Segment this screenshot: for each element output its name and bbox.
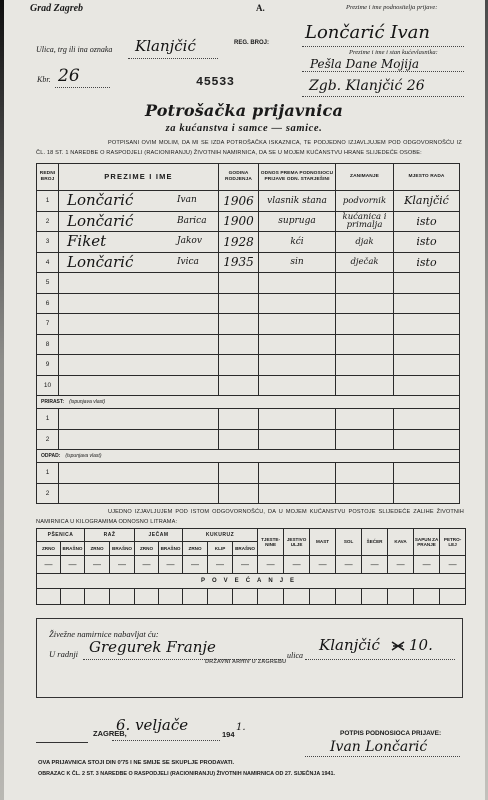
row-number: 10 (37, 375, 59, 396)
supply-value (388, 589, 414, 605)
birth-year-cell (219, 334, 259, 355)
row-number: 5 (37, 273, 59, 294)
serial-number: 45533 (196, 75, 235, 89)
supplies-current-row (37, 556, 466, 574)
birth-year-cell (219, 429, 259, 450)
supply-value (258, 589, 284, 605)
decrease-section-note: (ispunjava vlast) (65, 453, 102, 459)
form-title: Potrošačka prijavnica (144, 101, 344, 120)
date-value: 6. veljače (116, 716, 189, 734)
date-line (112, 740, 220, 741)
occupation-cell (336, 375, 394, 396)
row-number: 1 (37, 463, 59, 484)
birth-year-cell (219, 314, 259, 335)
supplies-table (36, 528, 465, 605)
surname (59, 294, 67, 312)
year-suffix: 1. (236, 722, 246, 733)
first-name: Jakov (177, 236, 202, 246)
house-number-value: 26 (58, 66, 80, 86)
table-row (37, 273, 460, 294)
increase-section-cell (37, 396, 460, 409)
increase-label: POVEĆANJE (37, 574, 466, 589)
relation-cell: supruga (259, 211, 336, 232)
name-cell (59, 314, 219, 335)
place-label: ZAGREB, (93, 729, 127, 738)
signature: Ivan Lončarić (330, 739, 428, 755)
row-number: 2 (37, 483, 59, 504)
household-table (36, 163, 459, 504)
divider-rule (36, 742, 88, 743)
supply-value: — (183, 556, 208, 574)
surname: Lončarić (67, 211, 134, 230)
workplace-cell (394, 273, 460, 294)
occupation-cell (336, 293, 394, 314)
workplace-cell (394, 409, 460, 430)
table-row (37, 483, 460, 504)
name-cell (59, 375, 219, 396)
relation-cell (259, 409, 336, 430)
table-row (37, 293, 460, 314)
supply-value (284, 589, 310, 605)
city-heading: Grad Zagreb (30, 3, 84, 14)
supply-subheader: BRAŠNO (233, 542, 258, 556)
supply-column-header: JESTIVO ULJE (284, 529, 310, 556)
birth-year-cell (219, 375, 259, 396)
owner-line (302, 71, 464, 72)
workplace-cell: isto (394, 211, 460, 232)
relation-cell (259, 463, 336, 484)
relation-cell (259, 314, 336, 335)
col-header-name: PREZIME I IME (59, 164, 219, 191)
household-grid (36, 163, 460, 504)
supply-value: — (37, 556, 61, 574)
workplace-cell: Klanjčić (394, 191, 460, 212)
supply-subheader: ZRNO (85, 542, 110, 556)
supply-value: — (362, 556, 388, 574)
col-header-occupation: ZANIMANJE (336, 164, 394, 191)
table-row (37, 429, 460, 450)
supply-value (362, 589, 388, 605)
applicant-line (302, 46, 464, 47)
supply-subheader: KLIP (208, 542, 233, 556)
shop-box (36, 618, 463, 698)
workplace-cell: isto (394, 252, 460, 273)
scan-edge-left (0, 0, 4, 800)
strikeout-mark (391, 639, 405, 653)
decrease-section (37, 450, 460, 463)
row-number: 2 (37, 211, 59, 232)
workplace-cell: isto (394, 232, 460, 253)
decrease-section-cell (37, 450, 460, 463)
supply-column-header: PETRO-LEJ (440, 529, 466, 556)
supply-column-header: PŠENICA (37, 529, 85, 542)
supply-value (310, 589, 336, 605)
increase-section-note: (ispunjava vlast) (69, 399, 106, 405)
workplace-cell (394, 314, 460, 335)
decrease-section-label: ODPAD: (41, 453, 61, 459)
name-cell (59, 409, 219, 430)
shop-intro: Živežne namirnice nabavljat ću: (49, 629, 159, 639)
occupation-cell: djak (336, 232, 394, 253)
occupation-cell (336, 314, 394, 335)
relation-cell (259, 334, 336, 355)
table-row (37, 355, 460, 376)
occupation-cell (336, 463, 394, 484)
supply-value (159, 589, 183, 605)
supply-value: — (310, 556, 336, 574)
year-prefix: 194 (222, 730, 235, 739)
supply-value (37, 589, 61, 605)
supply-value: — (440, 556, 466, 574)
first-name: Ivica (177, 256, 199, 267)
name-cell (59, 483, 219, 504)
row-number: 6 (37, 293, 59, 314)
name-cell (59, 232, 219, 253)
occupation-cell: podvornik (336, 191, 394, 212)
table-row (37, 252, 460, 273)
supply-value: — (258, 556, 284, 574)
shop-name: Gregurek Franje (89, 638, 216, 656)
relation-cell (259, 293, 336, 314)
surname (59, 409, 67, 427)
table-row (37, 191, 460, 212)
row-number: 9 (37, 355, 59, 376)
supply-value: — (61, 556, 85, 574)
name-cell (59, 191, 219, 212)
name-cell (59, 463, 219, 484)
birth-year-cell: 1928 (219, 232, 259, 253)
occupation-cell (336, 273, 394, 294)
name-cell (59, 334, 219, 355)
name-cell (59, 252, 219, 273)
supply-value (135, 589, 159, 605)
increase-section (37, 396, 460, 409)
row-number: 1 (37, 409, 59, 430)
supply-value: — (159, 556, 183, 574)
name-cell (59, 355, 219, 376)
first-name: Barica (177, 215, 207, 226)
name-cell (59, 211, 219, 232)
name-cell (59, 429, 219, 450)
col-header-relation: ODNOS PREMA PODNOSIOCU PRIJAVE ODN. STARJEŠINI (259, 164, 336, 191)
birth-year-cell (219, 463, 259, 484)
surname (59, 430, 67, 448)
applicant-name: Lončarić Ivan (305, 22, 430, 43)
birth-year-cell (219, 273, 259, 294)
row-number: 3 (37, 232, 59, 253)
occupation-cell (336, 334, 394, 355)
relation-cell (259, 355, 336, 376)
surname: Fiket (67, 232, 107, 251)
table-row (37, 232, 460, 253)
supply-value (61, 589, 85, 605)
col-header-birth-year: GODINA RODJENJA (219, 164, 259, 191)
birth-year-cell: 1900 (219, 211, 259, 232)
table-row (37, 463, 460, 484)
workplace-cell (394, 375, 460, 396)
col-header-workplace: MJESTO RADA (394, 164, 460, 191)
table-row (37, 211, 460, 232)
supply-subheader: ZRNO (37, 542, 61, 556)
street-line (128, 58, 218, 59)
surname (59, 376, 67, 394)
supply-value: — (414, 556, 440, 574)
reg-number-label: REG. BROJ: (234, 40, 270, 46)
house-number-label: Kbr. (37, 75, 51, 84)
supply-value (414, 589, 440, 605)
supply-value: — (208, 556, 233, 574)
surname: Lončarić (67, 252, 134, 271)
supply-column-header: KAVA (388, 529, 414, 556)
supply-column-header: JEČAM (135, 529, 183, 542)
workplace-cell (394, 429, 460, 450)
owner-address: Zgb. Klanjčić 26 (309, 78, 425, 94)
workplace-cell (394, 293, 460, 314)
supply-subheader: ZRNO (135, 542, 159, 556)
birth-year-cell (219, 409, 259, 430)
increase-section-label: PRIRAST: (41, 399, 65, 405)
birth-year-cell (219, 483, 259, 504)
occupation-cell (336, 429, 394, 450)
supply-column-header: SOL (336, 529, 362, 556)
occupation-cell (336, 483, 394, 504)
supply-value: — (336, 556, 362, 574)
supply-column-header: SAPUN ZA PRANJE (414, 529, 440, 556)
row-number: 1 (37, 191, 59, 212)
row-number: 8 (37, 334, 59, 355)
supply-value (336, 589, 362, 605)
table-row (37, 409, 460, 430)
supplies-statement: UJEDNO IZJAVLJUJEM POD ISTOM ODGOVORNOŠĆU, DA U MOJEM KUĆANSTVU POSTOJE SLIJEDEĆE ZALIHE ŽIVOTNIH NAMIRNICA U KILOGRAMIMA ODNOSNO LITRAMA: (36, 509, 464, 525)
owner-name: Pešla Dane Mojija (310, 57, 419, 71)
surname: Lončarić (67, 191, 134, 210)
occupation-cell: kućanica i primalja (336, 211, 394, 232)
relation-cell (259, 483, 336, 504)
surname (59, 273, 67, 291)
supply-value (183, 589, 208, 605)
supply-value: — (110, 556, 135, 574)
shop-label: U radnji (49, 649, 79, 659)
birth-year-cell: 1935 (219, 252, 259, 273)
row-number: 7 (37, 314, 59, 335)
supply-subheader: BRAŠNO (110, 542, 135, 556)
declaration-text: POTPISANI OVIM MOLIM, DA MI SE IZDA POTROŠAČKA ISKAZNICA, TE PODJEDNO IZJAVLJUJEM POD ODGOVORNOŠĆU IZ ČL. 18 ST. 1 NAREDBE O RASPODJELI (RACIONIRANJU) ŽIVOTNIH NAMIRNICA, DA SE U MOJEM KUĆANSTVU HRANE SLIJEDEĆE OSOBE: (36, 140, 462, 156)
supplies-increase-values-row (37, 589, 466, 605)
supply-subheader: ZRNO (183, 542, 208, 556)
table-row (37, 314, 460, 335)
supply-column-header: RAŽ (85, 529, 135, 542)
birth-year-cell: 1906 (219, 191, 259, 212)
surname (59, 463, 67, 481)
footer-price-note: OVA PRIJAVNICA STOJI DIN 0'75 I NE SMIJE SE SKUPLJE PRODAVATI. (38, 760, 235, 766)
row-number: 4 (37, 252, 59, 273)
supply-value: — (85, 556, 110, 574)
owner-address-line (302, 96, 464, 97)
surname (59, 335, 67, 353)
supply-subheader: BRAŠNO (159, 542, 183, 556)
row-number: 2 (37, 429, 59, 450)
birth-year-cell (219, 355, 259, 376)
section-letter: A. (256, 3, 265, 13)
supply-column-header: TJESTE-NINE (258, 529, 284, 556)
relation-cell: sin (259, 252, 336, 273)
household-header-row (37, 164, 460, 191)
col-header-number: REDNI BROJ (37, 164, 59, 191)
supplies-grid (36, 528, 466, 605)
supply-subheader: BRAŠNO (61, 542, 85, 556)
supply-value (440, 589, 466, 605)
street-value: Klanjčić (135, 37, 196, 55)
workplace-cell (394, 463, 460, 484)
supply-column-header: ŠEĆER (362, 529, 388, 556)
shop-street-label: ulica (287, 651, 303, 660)
signature-label: POTPIS PODNOSIOCA PRIJAVE: (340, 730, 442, 737)
surname (59, 314, 67, 332)
supply-value (85, 589, 110, 605)
footer-form-note: OBRAZAC K ČL. 2 ST. 3 NAREDBE O RASPODJELI (RACIONIRANJU) ŽIVOTNIH NAMIRNICA OD 27. SIJEČNJA 1941. (38, 771, 336, 777)
workplace-cell (394, 355, 460, 376)
archive-stamp: DRŽAVNI ARHIV U ZAGREBU (205, 659, 287, 665)
supplies-increase-row (37, 574, 466, 589)
house-number-line (55, 87, 110, 88)
workplace-cell (394, 334, 460, 355)
relation-cell (259, 273, 336, 294)
supply-value (233, 589, 258, 605)
owner-label: Prezime i ime i stan kućevlasnika: (349, 49, 438, 56)
workplace-cell (394, 483, 460, 504)
occupation-cell (336, 355, 394, 376)
table-row (37, 375, 460, 396)
supply-column-header: KUKURUZ (183, 529, 258, 542)
supply-value: — (284, 556, 310, 574)
supply-value: — (233, 556, 258, 574)
supplies-header-groups (37, 529, 466, 542)
name-cell (59, 293, 219, 314)
relation-cell (259, 429, 336, 450)
relation-cell: kći (259, 232, 336, 253)
birth-year-cell (219, 293, 259, 314)
name-cell (59, 273, 219, 294)
supply-value (208, 589, 233, 605)
surname (59, 484, 67, 502)
surname (59, 355, 67, 373)
shop-street-name: Klanjčić (319, 636, 380, 654)
supply-value: — (388, 556, 414, 574)
shop-street-line (305, 659, 455, 660)
applicant-label: Prezime i ime podnositelja prijave: (346, 4, 438, 11)
relation-cell: vlasnik stana (259, 191, 336, 212)
signature-line (305, 756, 460, 757)
occupation-cell: dječak (336, 252, 394, 273)
supply-column-header: MAST (310, 529, 336, 556)
relation-cell (259, 375, 336, 396)
street-label: Ulica, trg ili ina oznaka (36, 45, 113, 54)
form-subtitle: za kućanstva i samce — samice. (165, 123, 323, 134)
first-name: Ivan (177, 195, 197, 205)
occupation-cell (336, 409, 394, 430)
shop-street-number: 10. (409, 636, 433, 654)
table-row (37, 334, 460, 355)
supply-value (110, 589, 135, 605)
supply-value: — (135, 556, 159, 574)
